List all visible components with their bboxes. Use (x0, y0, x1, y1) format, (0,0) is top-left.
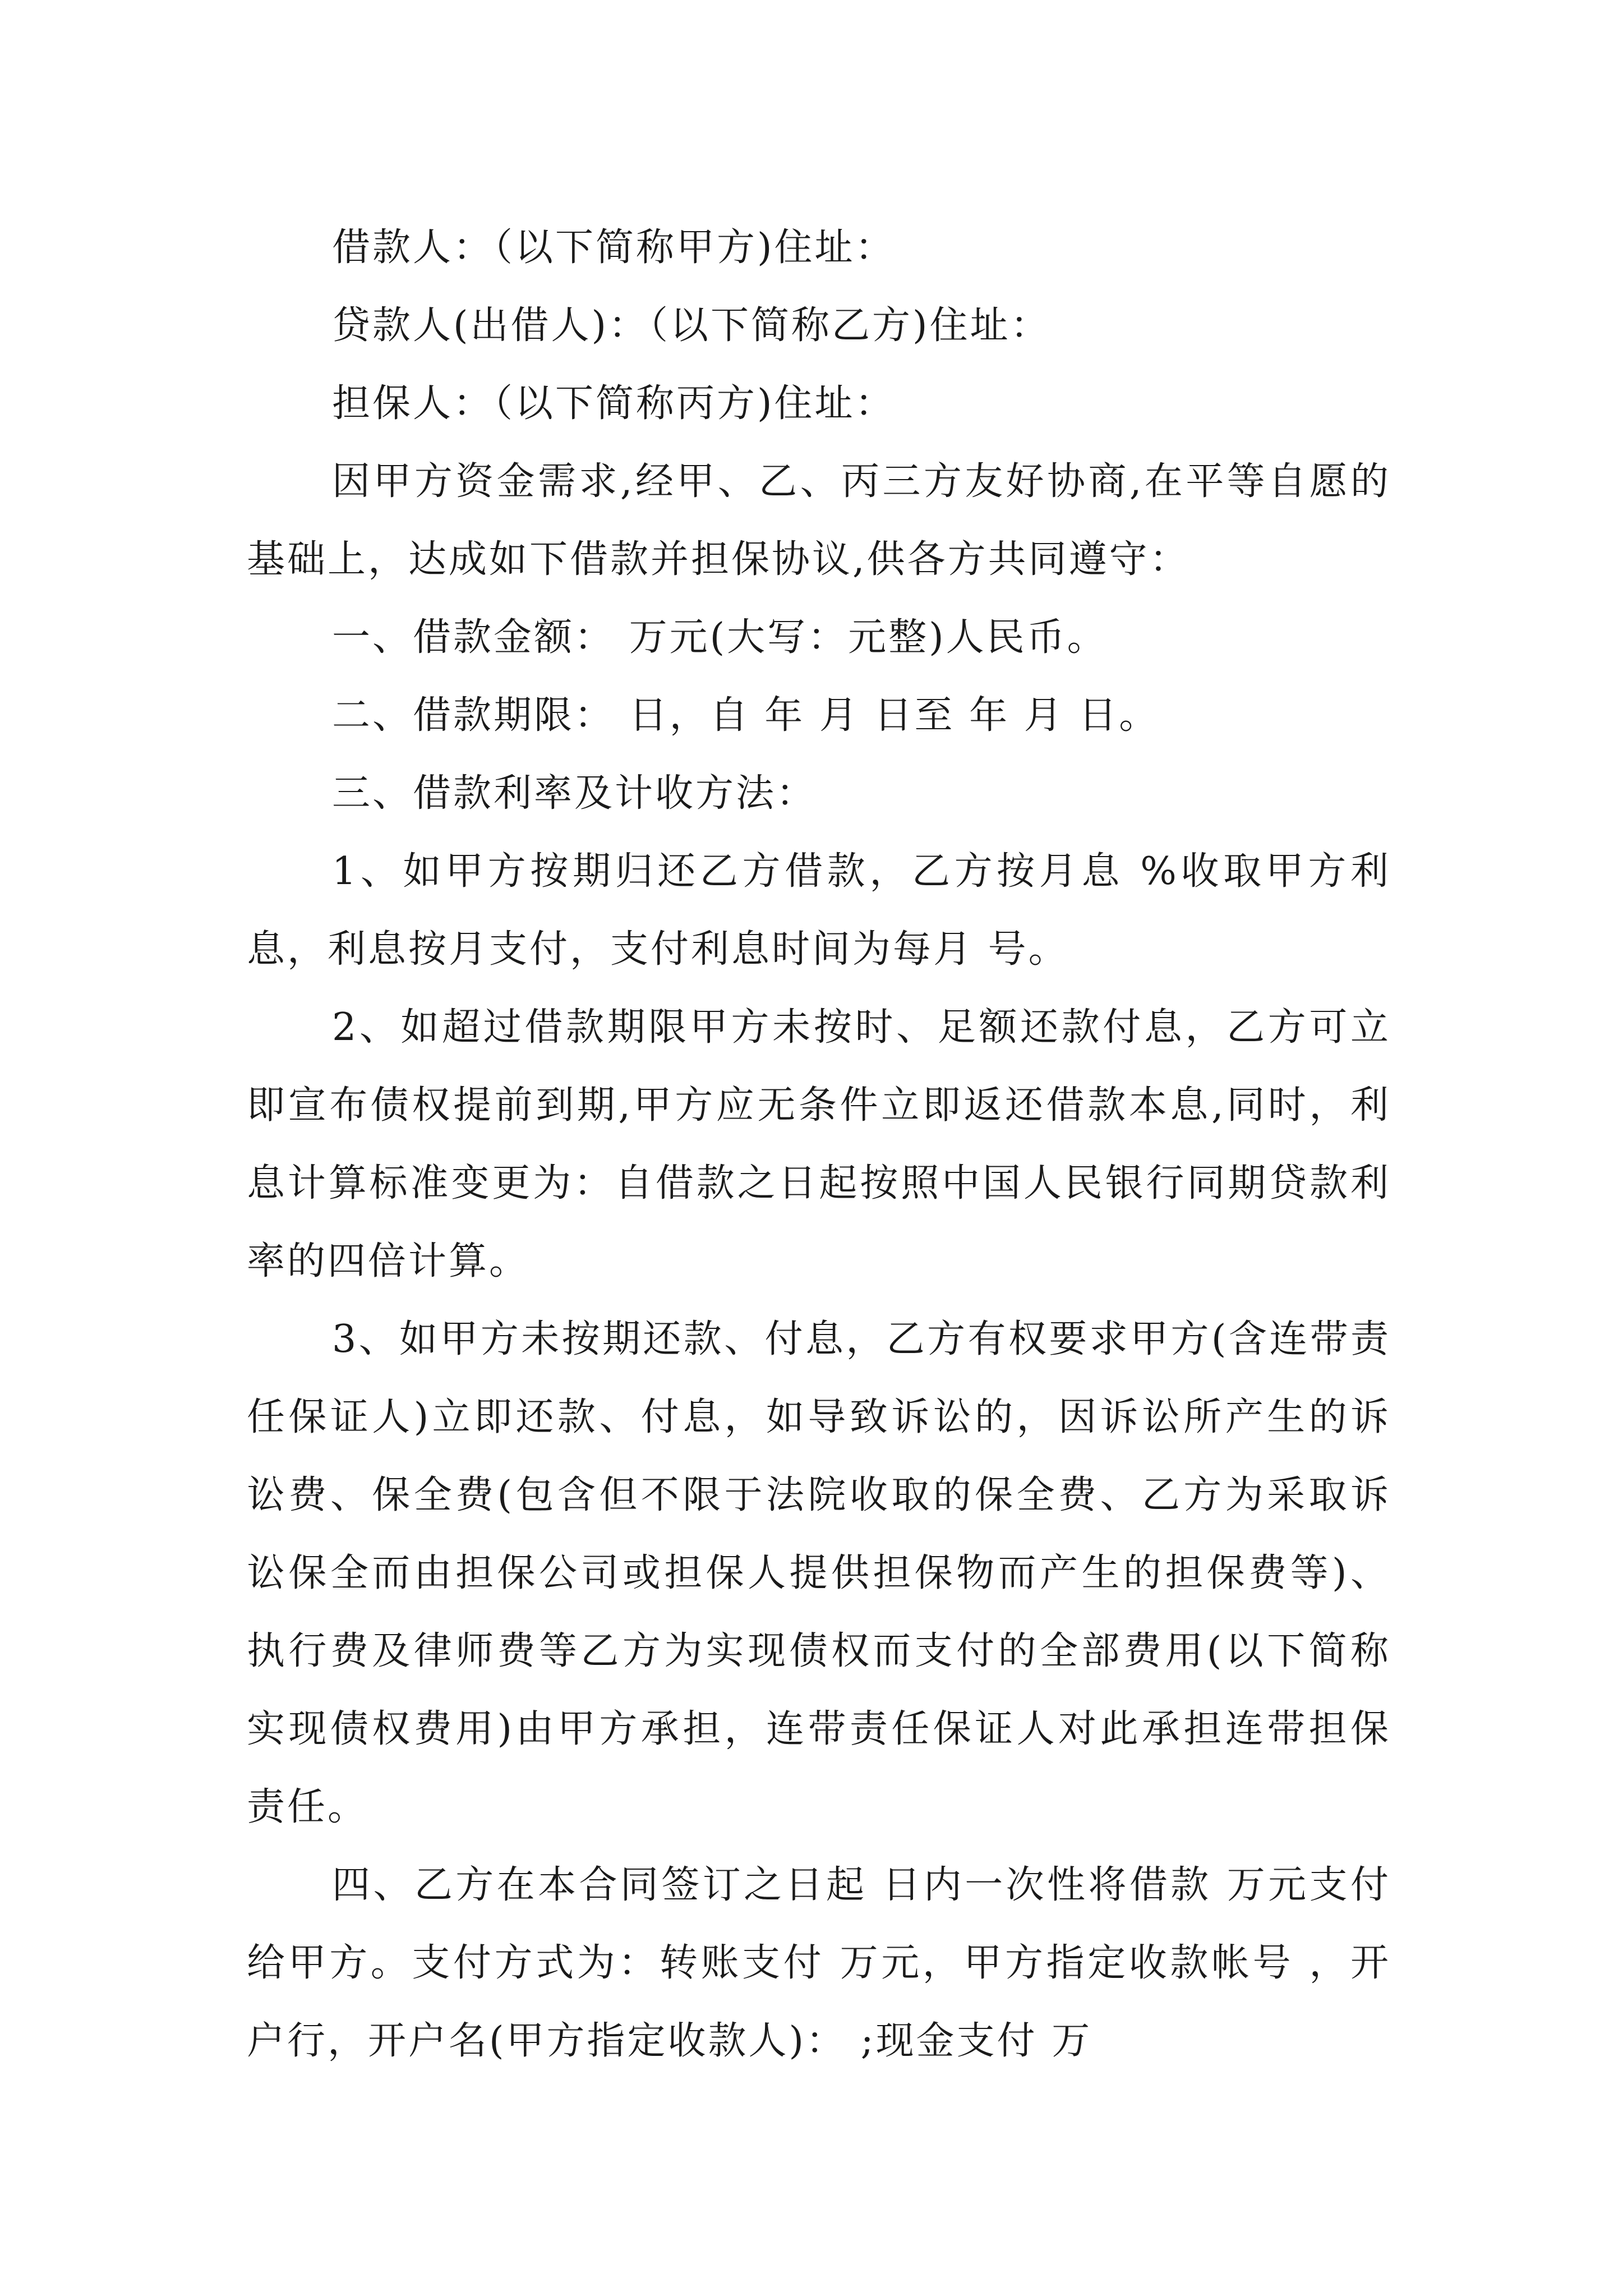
clause-disbursement: 四、乙方在本合同签订之日起 日内一次性将借款 万元支付给甲方。支付方式为：转账支付 万元，甲方指定收款帐号 ，开户行，开户名(甲方指定收款人)： ;现金支付 万 (247, 1863, 1391, 2063)
clause-interest-heading: 三、借款利率及计收方法： (332, 771, 817, 816)
clause-loan-amount: 一、借款金额： 万元(大写：元整)人民币。 (332, 615, 1108, 660)
clause-loan-term: 二、借款期限： 日，自 年 月 日至 年 月 日。 (332, 693, 1160, 738)
clause-guarantor: 担保人：（以下简称丙方)住址： (332, 381, 896, 426)
clause-preamble: 因甲方资金需求,经甲、乙、丙三方友好协商,在平等自愿的基础上，达成如下借款并担保协议,供各方共同遵守： (247, 459, 1391, 582)
clause-borrower: 借款人：（以下简称甲方)住址： (332, 226, 896, 270)
clause-interest-1: 1、如甲方按期归还乙方借款，乙方按月息 %收取甲方利息，利息按月支付，支付利息时间为每月 号。 (247, 849, 1391, 972)
clause-interest-2: 2、如超过借款期限甲方未按时、足额还款付息，乙方可立即宣布债权提前到期,甲方应无条件立即返还借款本息,同时，利息计算标准变更为：自借款之日起按照中国人民银行同期贷款利率的四倍计算。 (247, 1005, 1391, 1283)
clause-lender: 贷款人(出借人)：（以下简称乙方)住址： (332, 303, 1051, 348)
document-body (247, 209, 1391, 2080)
clause-interest-3: 3、如甲方未按期还款、付息，乙方有权要求甲方(含连带责任保证人)立即还款、付息，如导致诉讼的，因诉讼所产生的诉讼费、保全费(包含但不限于法院收取的保全费、乙方为采取诉讼保全而由担保公司或担保人提供担保物而产生的担保费等)、执行费及律师费等乙方为实现债权而支付的全部费用(以下简称实现债权费用)由甲方承担，连带责任保证人对此承担连带担保责任。 (247, 1317, 1391, 1829)
